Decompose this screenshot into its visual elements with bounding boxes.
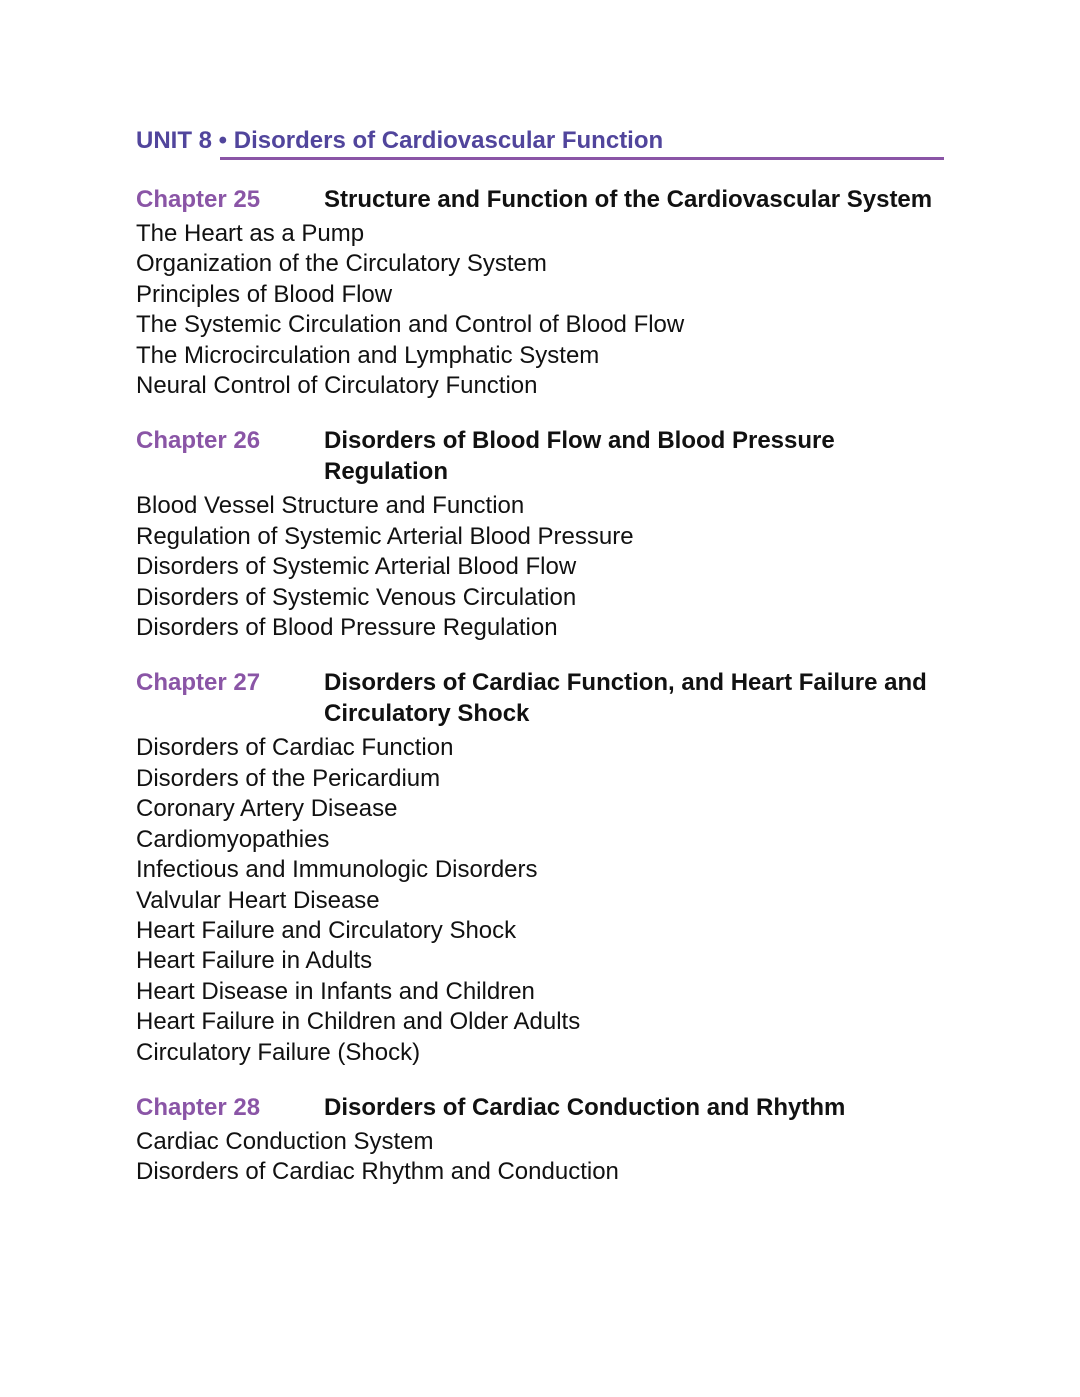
chapter-heading (136, 425, 944, 487)
chapter-25 (136, 184, 944, 401)
topic-list (136, 219, 944, 401)
topic-item: Cardiac Conduction System (136, 1127, 434, 1155)
unit-header (136, 124, 944, 160)
chapter-27 (136, 667, 944, 1067)
topic-item: Organization of the Circulatory System (136, 250, 547, 278)
topic-item: Disorders of Cardiac Function (136, 734, 454, 762)
topic-item: The Systemic Circulation and Control of Blood Flow (136, 311, 685, 339)
chapter-title: Disorders of Cardiac Function, and Heart Failure and Circulatory Shock (324, 669, 927, 728)
unit-divider (220, 157, 944, 160)
unit-title: UNIT 8 • Disorders of Cardiovascular Function (136, 127, 664, 154)
topic-item: Regulation of Systemic Arterial Blood Pressure (136, 522, 634, 550)
chapter-heading (136, 184, 944, 215)
topic-item: Disorders of Systemic Venous Circulation (136, 583, 577, 611)
chapter-title: Disorders of Blood Flow and Blood Pressure Regulation (324, 427, 835, 486)
topic-item: The Microcirculation and Lymphatic System (136, 341, 600, 369)
chapter-26 (136, 425, 944, 643)
topic-item: Infectious and Immunologic Disorders (136, 856, 538, 884)
topic-item: Principles of Blood Flow (136, 280, 393, 308)
topic-list (136, 491, 944, 643)
table-of-contents (136, 124, 944, 1188)
chapter-number: Chapter 27 (136, 669, 261, 697)
topic-list (136, 733, 944, 1067)
topic-item: The Heart as a Pump (136, 220, 365, 247)
topic-item: Valvular Heart Disease (136, 886, 380, 914)
topic-item: Disorders of Systemic Arterial Blood Flow (136, 553, 577, 581)
chapter-title: Disorders of Cardiac Conduction and Rhythm (324, 1093, 846, 1121)
topic-item: Heart Failure in Adults (136, 947, 373, 975)
topic-item: Heart Disease in Infants and Children (136, 977, 535, 1005)
topic-item: Disorders of Cardiac Rhythm and Conduction (136, 1158, 619, 1186)
topic-item: Disorders of Blood Pressure Regulation (136, 614, 558, 642)
topic-item: Circulatory Failure (Shock) (136, 1038, 421, 1066)
topic-item: Heart Failure and Circulatory Shock (136, 916, 517, 944)
topic-list (136, 1127, 944, 1188)
chapter-heading (136, 667, 944, 729)
topic-item: Blood Vessel Structure and Function (136, 492, 525, 520)
topic-item: Coronary Artery Disease (136, 795, 398, 823)
topic-item: Cardiomyopathies (136, 825, 330, 853)
topic-item: Heart Failure in Children and Older Adults (136, 1008, 581, 1036)
chapter-title: Structure and Function of the Cardiovascular System (324, 186, 933, 213)
chapter-number: Chapter 26 (136, 427, 261, 455)
chapter-number: Chapter 28 (136, 1093, 261, 1121)
topic-item: Neural Control of Circulatory Function (136, 372, 538, 400)
chapter-number: Chapter 25 (136, 186, 261, 213)
chapter-28 (136, 1092, 944, 1188)
topic-item: Disorders of the Pericardium (136, 764, 441, 792)
chapter-heading (136, 1092, 944, 1123)
